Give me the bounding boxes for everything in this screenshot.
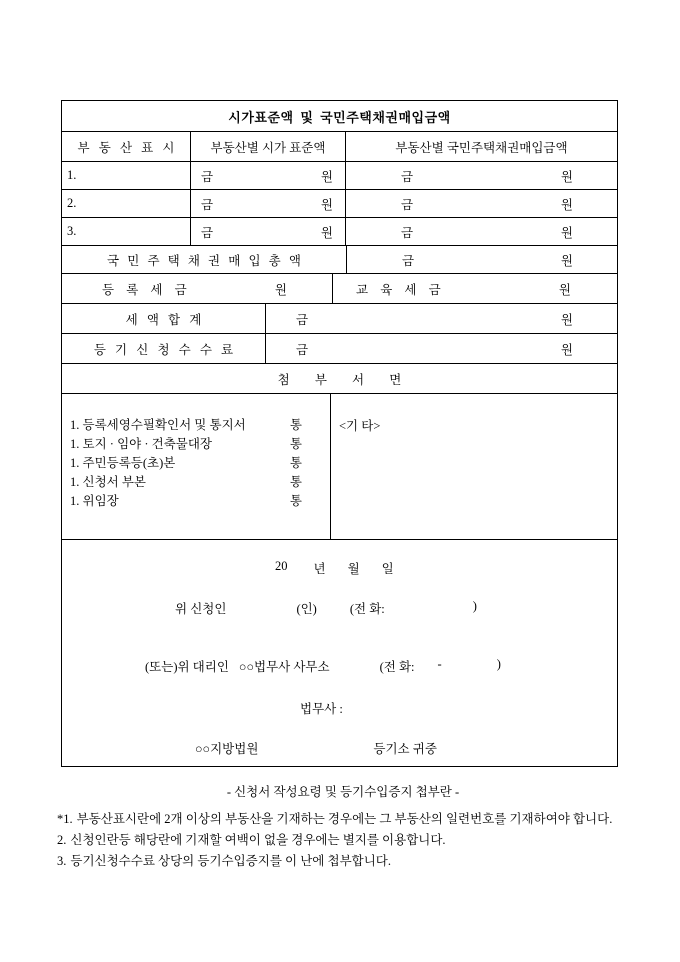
geum-label: 금 xyxy=(401,169,414,184)
agent-office: ○○법무사 사무소 xyxy=(238,660,330,674)
phone-label: (전 화: xyxy=(349,602,385,616)
won-label: 원 xyxy=(560,312,573,327)
bond-amount-cell xyxy=(345,162,617,189)
court-line xyxy=(195,739,437,757)
note-text: 신청인란등 해당란에 기재할 여백이 없을 경우에는 별지를 이용합니다. xyxy=(70,833,446,847)
bond-total-row xyxy=(62,245,617,273)
geum-label: 금 xyxy=(201,169,214,184)
geum-label: 금 xyxy=(296,342,309,357)
table-title: 시가표준액 및 국민주택채권매입금액 xyxy=(228,109,451,125)
agent-line xyxy=(145,657,501,675)
geum-label: 금 xyxy=(401,225,414,240)
phone-close-paren: ) xyxy=(496,657,501,671)
seal-mark: (인) xyxy=(296,602,317,616)
attachment-label: 1. 신청서 부본 xyxy=(70,475,147,489)
property-number: 1. xyxy=(67,168,77,182)
won-label: 원 xyxy=(558,282,571,297)
registration-fee-table xyxy=(61,100,618,767)
won-label: 원 xyxy=(560,197,573,212)
registration-tax-cell xyxy=(62,274,332,303)
column-header-row xyxy=(62,131,617,161)
tax-sum-label: 세 액 합 계 xyxy=(125,312,202,327)
phone-dash: - xyxy=(437,657,442,671)
tax-row xyxy=(62,273,617,303)
bond-amount-cell xyxy=(345,190,617,217)
won-label: 원 xyxy=(320,225,333,240)
attachments-list xyxy=(62,394,330,539)
property-row-3 xyxy=(62,217,617,245)
tax-sum-row xyxy=(62,303,617,333)
col-header-property: 부 동 산 표 시 xyxy=(77,140,175,155)
attachment-count: 통 xyxy=(289,456,302,470)
geum-label: 금 xyxy=(201,225,214,240)
tax-sum-amount-cell xyxy=(265,304,617,333)
attachment-item xyxy=(70,454,302,473)
attachment-item xyxy=(70,435,302,454)
attachment-label: 1. 등록세영수필확인서 및 통지서 xyxy=(70,418,246,432)
attachment-count: 통 xyxy=(289,475,302,489)
price-amount-cell xyxy=(190,162,345,189)
won-label: 원 xyxy=(560,169,573,184)
registry-office-label: 등기소 귀중 xyxy=(373,742,437,756)
registration-fee-amount-cell xyxy=(265,334,617,363)
won-label: 원 xyxy=(560,253,573,268)
price-amount-cell xyxy=(190,218,345,245)
won-label: 원 xyxy=(320,169,333,184)
bond-total-label: 국 민 주 택 채 권 매 입 총 액 xyxy=(107,253,301,268)
applicant-line xyxy=(175,599,477,617)
date-year-label: 년 xyxy=(313,562,326,576)
phone-close-paren: ) xyxy=(472,599,477,613)
attachment-count: 통 xyxy=(289,418,302,432)
education-tax-cell xyxy=(332,274,617,303)
attachment-label: 1. 주민등록등(초)본 xyxy=(70,456,176,470)
price-amount-cell xyxy=(190,190,345,217)
attachment-item xyxy=(70,473,302,492)
note-item xyxy=(57,851,629,871)
won-label: 원 xyxy=(560,342,573,357)
attachment-label: 1. 위임장 xyxy=(70,494,119,508)
notes-section xyxy=(57,782,629,872)
signature-section xyxy=(62,539,617,766)
etc-cell xyxy=(330,394,617,539)
note-item xyxy=(57,809,629,829)
date-month-label: 월 xyxy=(347,562,360,576)
date-line xyxy=(275,559,394,577)
notes-title: - 신청서 작성요령 및 등기수입증지 첩부란 - xyxy=(226,785,460,799)
attachment-count: 통 xyxy=(289,437,302,451)
etc-label: <기 타> xyxy=(339,419,381,433)
property-row-2 xyxy=(62,189,617,217)
education-tax-label: 교 육 세 금 xyxy=(356,282,441,297)
col-header-bond-amount: 부동산별 국민주택채권매입금액 xyxy=(345,132,617,161)
won-label: 원 xyxy=(274,282,287,297)
bond-total-amount-cell xyxy=(346,246,617,273)
phone-label: (전 화: xyxy=(379,660,415,674)
geum-label: 금 xyxy=(296,312,309,327)
won-label: 원 xyxy=(560,225,573,240)
attorney-line: 법무사 : xyxy=(300,702,343,716)
registration-fee-label: 등 기 신 청 수 수 료 xyxy=(93,342,234,357)
attachments-title: 첨 부 서 면 xyxy=(62,363,617,393)
note-number: *1. xyxy=(57,812,73,826)
agent-label: (또는)위 대리인 xyxy=(145,660,229,674)
bond-amount-cell xyxy=(345,218,617,245)
registration-tax-label: 등 록 세 금 xyxy=(102,282,187,297)
registration-fee-row xyxy=(62,333,617,363)
note-text: 부동산표시란에 2개 이상의 부동산을 기재하는 경우에는 그 부동산의 일련번호를 기재하여야 합니다. xyxy=(76,812,613,826)
won-label: 원 xyxy=(320,197,333,212)
geum-label: 금 xyxy=(402,253,415,268)
property-number: 2. xyxy=(67,196,77,210)
col-header-standard-price: 부동산별 시가 표준액 xyxy=(190,132,345,161)
geum-label: 금 xyxy=(201,197,214,212)
attachment-item xyxy=(70,416,302,435)
applicant-label: 위 신청인 xyxy=(175,602,227,616)
geum-label: 금 xyxy=(401,197,414,212)
date-year: 20 xyxy=(275,559,288,573)
attachment-count: 통 xyxy=(289,494,302,508)
note-number: 2. xyxy=(57,833,67,847)
property-number: 3. xyxy=(67,224,77,238)
note-item xyxy=(57,830,629,850)
attachments-section xyxy=(62,393,617,539)
attachment-item xyxy=(70,492,302,511)
note-text: 등기신청수수료 상당의 등기수입증지를 이 난에 첩부합니다. xyxy=(70,854,392,868)
court-name: ○○지방법원 xyxy=(195,742,259,756)
date-day-label: 일 xyxy=(381,562,394,576)
property-row-1 xyxy=(62,161,617,189)
attachment-label: 1. 토지 · 임야 · 건축물대장 xyxy=(70,437,213,451)
note-number: 3. xyxy=(57,854,67,868)
